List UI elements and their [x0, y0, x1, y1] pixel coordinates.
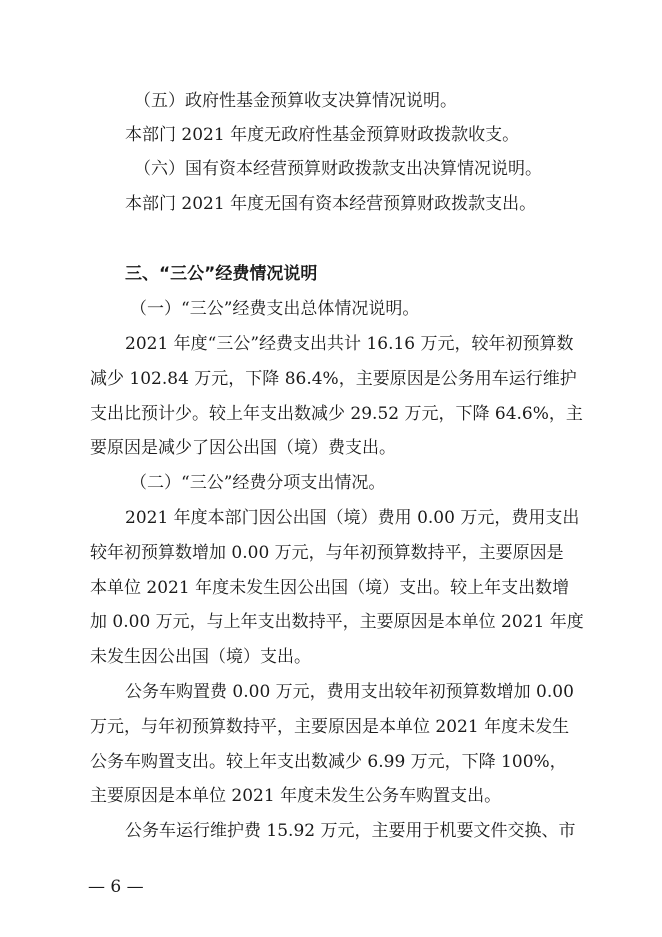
section-3-title: 三、“三公”经费情况说明 — [125, 264, 318, 284]
paragraph-3-line-4: 主要原因是本单位 2021 年度未发生公务车购置支出。 — [90, 786, 502, 806]
section-5-heading: （五）政府性基金预算收支决算情况说明。 — [134, 91, 457, 111]
subsection-1-heading: （一）“三公”经费支出总体情况说明。 — [130, 299, 420, 319]
paragraph-2-line-4: 加 0.00 万元，与上年支出数持平，主要原因是本单位 2021 年度 — [90, 612, 584, 632]
paragraph-1-line-4: 要原因是减少了因公出国（境）费支出。 — [90, 438, 396, 458]
paragraph-2-line-1: 2021 年度本部门因公出国（境）费用 0.00 万元，费用支出 — [125, 508, 580, 528]
subsection-2-heading: （二）“三公”经费分项支出情况。 — [130, 473, 386, 493]
paragraph-1-line-2: 减少 102.84 万元，下降 86.4%，主要原因是公务用车运行维护 — [90, 369, 577, 389]
paragraph-3-line-1: 公务车购置费 0.00 万元，费用支出较年初预算数增加 0.00 — [125, 682, 574, 702]
paragraph-3-line-3: 公务车购置支出。较上年支出数减少 6.99 万元，下降 100%， — [90, 752, 567, 772]
paragraph-2-line-5: 未发生因公出国（境）支出。 — [90, 647, 311, 667]
section-6-heading: （六）国有资本经营预算财政拨款支出决算情况说明。 — [134, 159, 542, 179]
paragraph-3-line-2: 万元，与年初预算数持平，主要原因是本单位 2021 年度未发生 — [90, 717, 570, 737]
section-5-body: 本部门 2021 年度无政府性基金预算财政拨款收支。 — [125, 125, 520, 145]
paragraph-4-line-1: 公务车运行维护费 15.92 万元，主要用于机要文件交换、市 — [125, 821, 576, 841]
paragraph-2-line-2: 较年初预算数增加 0.00 万元，与年初预算数持平，主要原因是 — [90, 543, 564, 563]
paragraph-1-line-1: 2021 年度“三公”经费支出共计 16.16 万元，较年初预算数 — [125, 334, 574, 354]
paragraph-2-line-3: 本单位 2021 年度未发生因公出国（境）支出。较上年支出数增 — [90, 578, 570, 598]
section-6-body: 本部门 2021 年度无国有资本经营预算财政拨款支出。 — [125, 194, 537, 214]
paragraph-1-line-3: 支出比预计少。较上年支出数减少 29.52 万元，下降 64.6%，主 — [90, 404, 583, 424]
page-number: — 6 — — [88, 877, 144, 897]
